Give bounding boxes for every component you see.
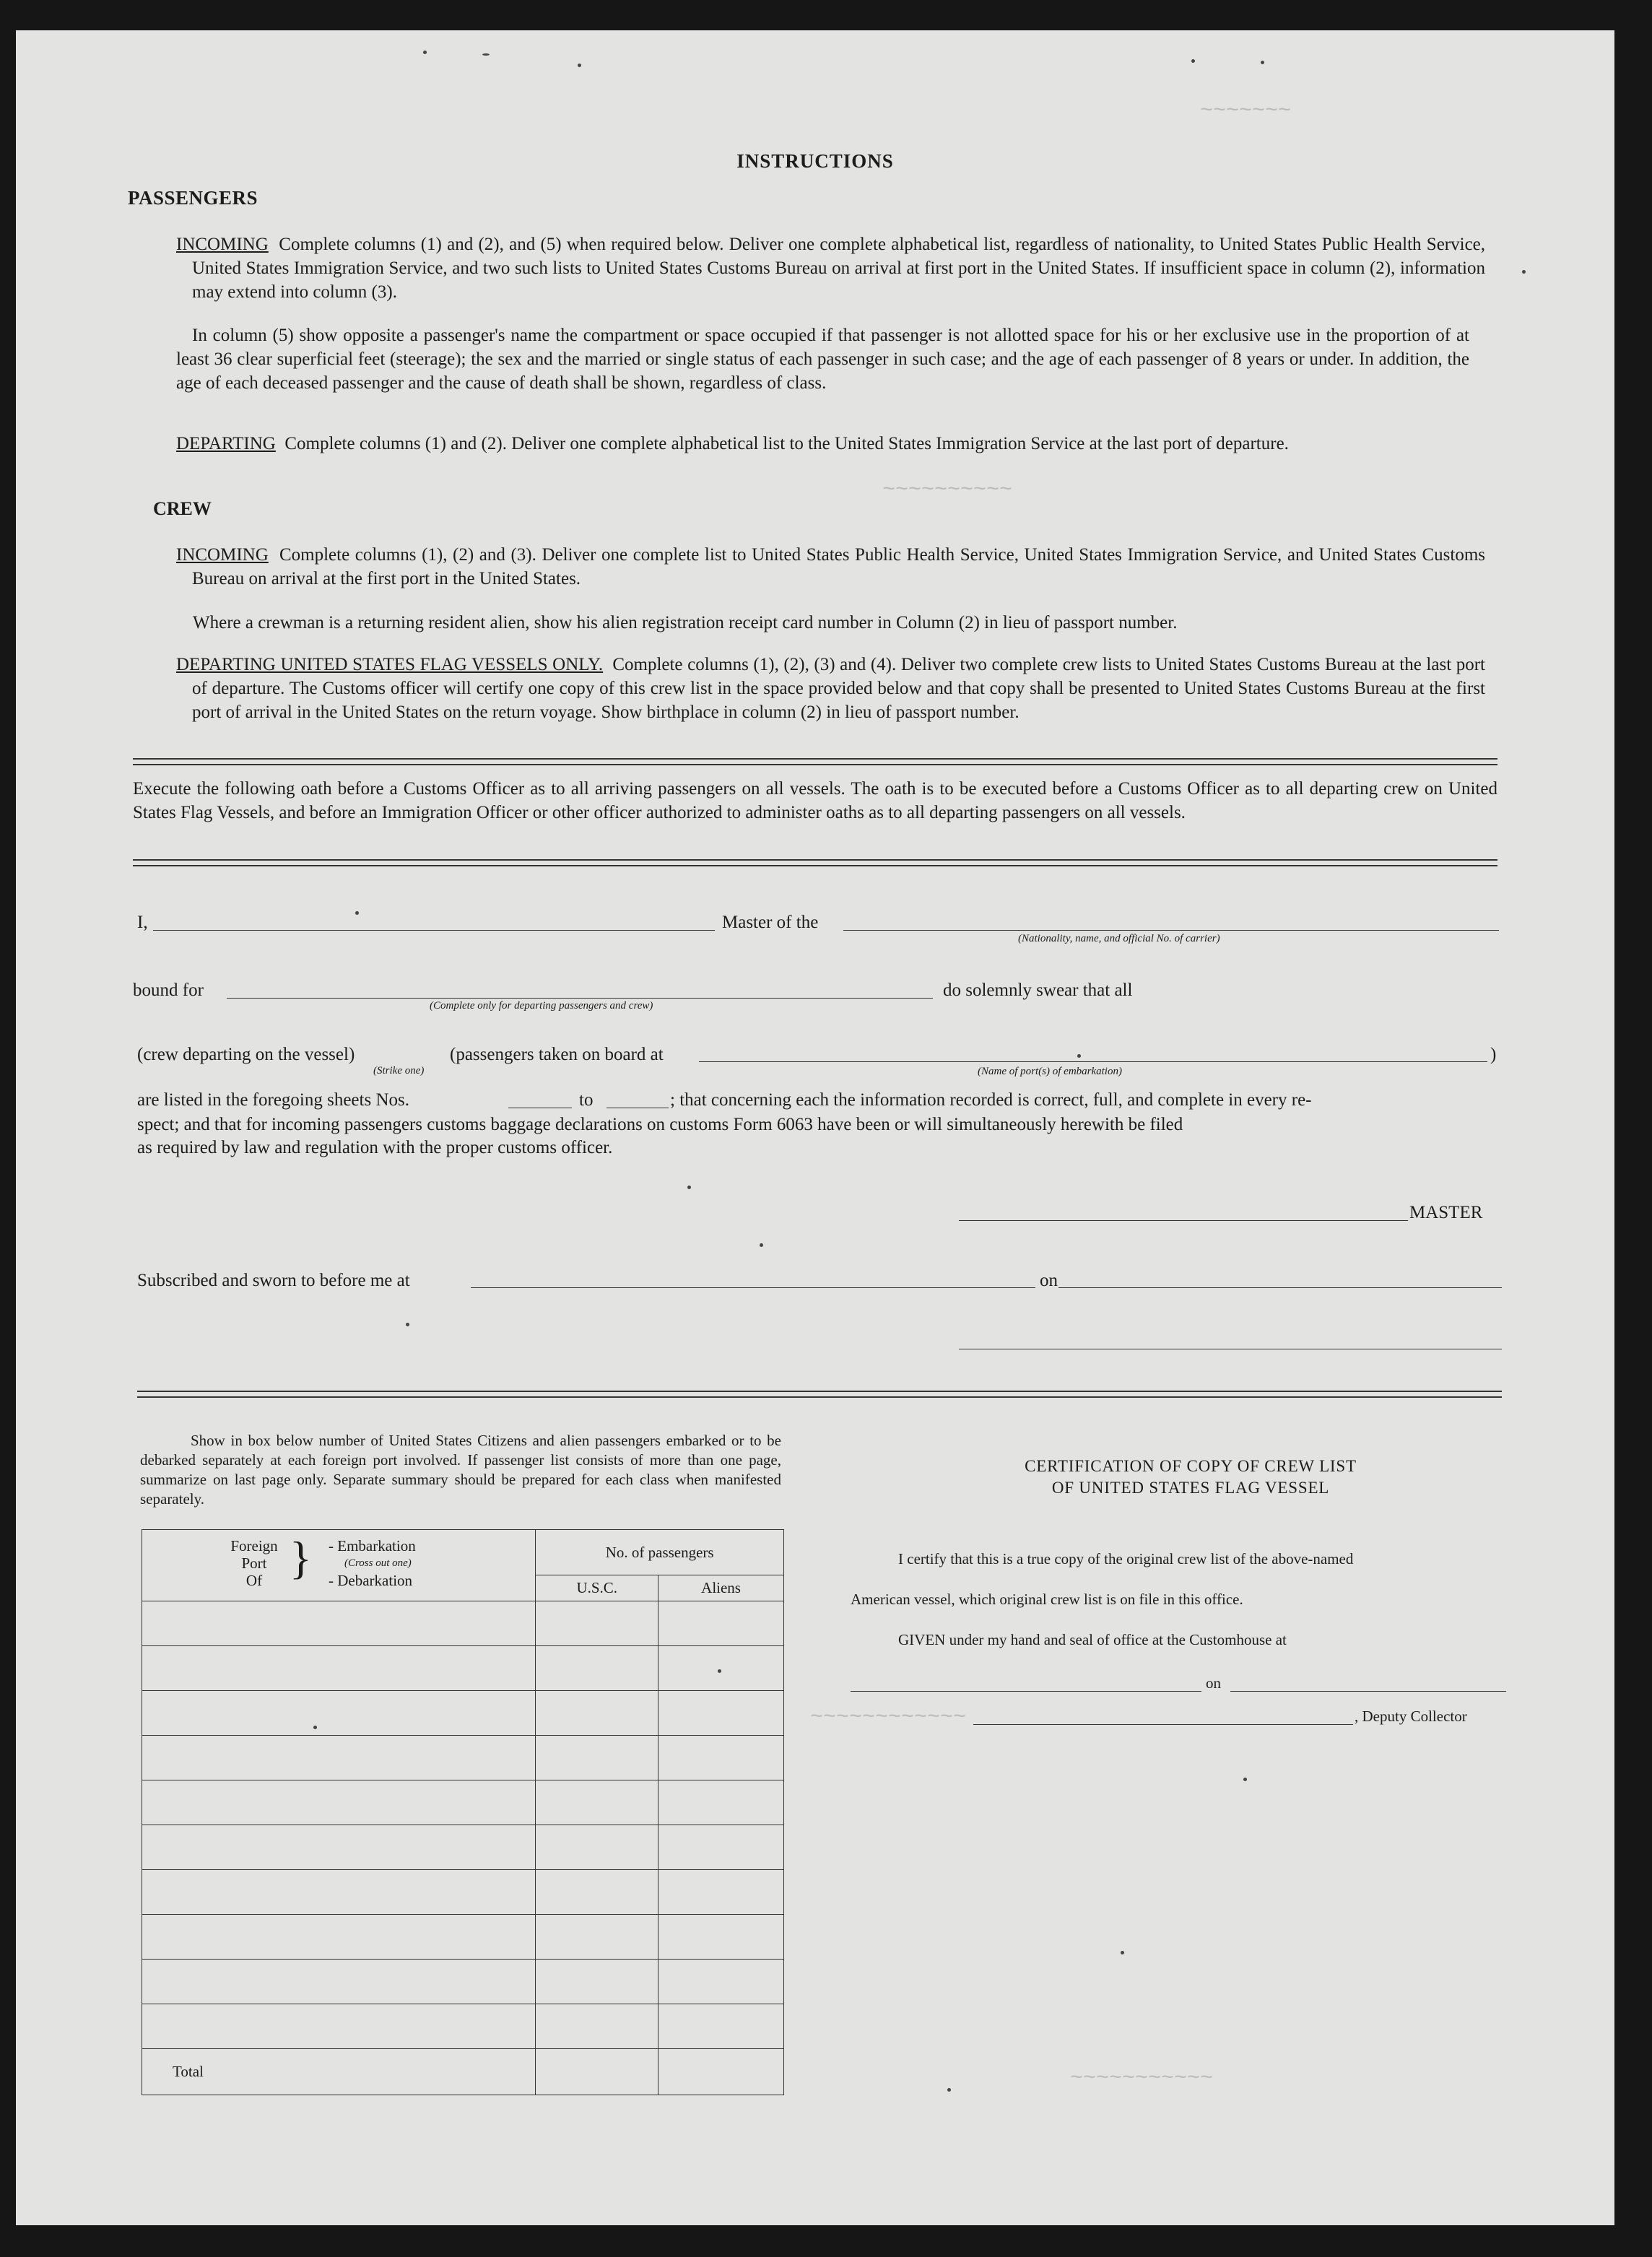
brace: }: [290, 1532, 312, 1583]
usc-cell[interactable]: [536, 1825, 658, 1870]
cross-out-caption: (Cross out one): [344, 1557, 412, 1569]
table-row: [142, 2004, 784, 2049]
bound-for-label: bound for: [133, 980, 204, 1000]
given-line: GIVEN under my hand and seal of office at the Customhouse at: [898, 1631, 1287, 1648]
bleed-through: ~~~~~~~~~~~: [1070, 2066, 1214, 2091]
bound-for-caption: (Complete only for departing passengers and crew): [430, 1000, 653, 1012]
sworn-date-field[interactable]: [1058, 1287, 1502, 1288]
listed-text-3: spect; and that for incoming passengers customs baggage declarations on customs Form 6063 have been or will simultaneously herewith be filed: [137, 1115, 1183, 1134]
ports-caption: (Name of port(s) of embarkation): [978, 1066, 1122, 1077]
carrier-field[interactable]: [843, 930, 1499, 931]
embarkation-ports-field[interactable]: [699, 1061, 1487, 1062]
listed-text-1: are listed in the foregoing sheets Nos.: [137, 1090, 409, 1110]
passengers-incoming-label: INCOMING: [176, 235, 269, 254]
swear-label: do solemnly swear that all: [943, 980, 1133, 1000]
crew-returning-paragraph: Where a crewman is a returning resident alien, show his alien registration receipt card number in Column (2) in lieu of passport number.: [193, 613, 1178, 632]
debarkation-label: - Debarkation: [329, 1572, 413, 1589]
crew-departing-label: (crew departing on the vessel): [137, 1045, 355, 1064]
usc-header: U.S.C.: [536, 1575, 658, 1601]
certify-date-field[interactable]: [1230, 1691, 1506, 1692]
foreign-port-header: [142, 1530, 536, 1601]
sworn-on-label: on: [1040, 1271, 1058, 1290]
port-cell[interactable]: [142, 1870, 536, 1915]
port-cell[interactable]: [142, 1601, 536, 1646]
port-cell[interactable]: [142, 1646, 536, 1691]
divider: [133, 859, 1497, 861]
aliens-cell[interactable]: [658, 1646, 784, 1691]
aliens-cell[interactable]: [658, 1915, 784, 1960]
port-cell[interactable]: [142, 1960, 536, 2004]
table-row: [142, 1915, 784, 1960]
table-row: [142, 1646, 784, 1691]
deputy-signature-field[interactable]: [973, 1724, 1353, 1725]
to-label: to: [579, 1090, 594, 1110]
passengers-incoming-paragraph: [176, 232, 1485, 304]
usc-cell[interactable]: [536, 1691, 658, 1736]
passengers-departing-paragraph: [176, 432, 1485, 456]
usc-cell[interactable]: [536, 1915, 658, 1960]
certify-on-label: on: [1206, 1674, 1221, 1692]
total-usc-cell[interactable]: [536, 2049, 658, 2095]
master-signature-field[interactable]: [959, 1220, 1408, 1221]
foreign-label: Foreign: [230, 1537, 278, 1554]
passengers-heading: PASSENGERS: [128, 187, 258, 209]
no-passengers-header: No. of passengers: [536, 1530, 784, 1575]
document-page: [16, 30, 1614, 2225]
page-title: INSTRUCTIONS: [736, 150, 894, 172]
subscribed-label: Subscribed and sworn to before me at: [137, 1271, 410, 1290]
passengers-departing-label: DEPARTING: [176, 434, 276, 453]
close-paren: ): [1490, 1045, 1497, 1064]
certify-line-2: American vessel, which original crew list is on file in this office.: [851, 1591, 1243, 1608]
table-row: [142, 1691, 784, 1736]
crew-departing-paragraph: [176, 653, 1485, 724]
divider: [137, 1396, 1502, 1398]
usc-cell[interactable]: [536, 2004, 658, 2049]
bound-for-field[interactable]: [227, 998, 933, 999]
master-name-field[interactable]: [153, 930, 715, 931]
port-cell[interactable]: [142, 1780, 536, 1825]
usc-cell[interactable]: [536, 1780, 658, 1825]
table-row: [142, 1601, 784, 1646]
oath-instruction: Execute the following oath before a Customs Officer as to all arriving passengers on all vessels. The oath is to be executed before a Customs Officer as to all departing crew on United States Flag Vessels, and before an Immigration Officer or other officer authorized to administer oaths as to all departing passengers on all vessels.: [133, 779, 1497, 822]
table-row: [142, 1960, 784, 2004]
table-row: [142, 1780, 784, 1825]
divider: [133, 865, 1497, 866]
crew-heading: CREW: [153, 498, 212, 519]
port-cell[interactable]: [142, 2004, 536, 2049]
aliens-cell[interactable]: [658, 1780, 784, 1825]
passengers-taken-label: (passengers taken on board at: [450, 1045, 664, 1064]
total-label: Total: [142, 2049, 536, 2095]
aliens-cell[interactable]: [658, 1601, 784, 1646]
crew-departing-label: DEPARTING UNITED STATES FLAG VESSELS ONLY.: [176, 655, 604, 674]
master-of-the-label: Master of the: [722, 913, 819, 932]
certification-title-line-2: OF UNITED STATES FLAG VESSEL: [1051, 1479, 1330, 1497]
crew-departing-text: Complete columns (1), (2), (3) and (4). Deliver two complete crew lists to United States Customs Bureau at the last port of departure. The Customs officer will certify one copy of this crew list in the space provided below and that copy shall be presented to United States Customs Bureau at the first port of arrival in the United States on the return voyage. Show birthplace in column (2) in lieu of passport number.: [192, 655, 1485, 722]
aliens-cell[interactable]: [658, 1691, 784, 1736]
usc-cell[interactable]: [536, 1870, 658, 1915]
divider: [133, 764, 1497, 765]
divider: [137, 1391, 1502, 1392]
total-aliens-cell[interactable]: [658, 2049, 784, 2095]
divider: [133, 758, 1497, 760]
aliens-cell[interactable]: [658, 1870, 784, 1915]
passengers-incoming-text: Complete columns (1) and (2), and (5) when required below. Deliver one complete alphabetical list, regardless of nationality, to United States Public Health Service, United States Immigration Service, and two such lists to United States Customs Bureau on arrival at first port in the United States. If insufficient space in column (2), information may extend into column (3).: [192, 235, 1486, 302]
table-row: [142, 1870, 784, 1915]
crew-incoming-text: Complete columns (1), (2) and (3). Deliver one complete list to United States Public Health Service, United States Immigration Service, and United States Customs Bureau on arrival at the first port in the United States.: [192, 545, 1486, 588]
embarkation-label: - Embarkation: [329, 1537, 416, 1554]
port-cell[interactable]: [142, 1736, 536, 1780]
aliens-cell[interactable]: [658, 1736, 784, 1780]
aliens-cell[interactable]: [658, 1825, 784, 1870]
aliens-header: Aliens: [658, 1575, 784, 1601]
aliens-cell[interactable]: [658, 2004, 784, 2049]
listed-text-2: ; that concerning each the information recorded is correct, full, and complete in every re-: [670, 1090, 1312, 1110]
table-row: [142, 1736, 784, 1780]
strike-one-caption: (Strike one): [373, 1065, 425, 1077]
bleed-through: ~~~~~~~: [1200, 99, 1292, 123]
passenger-summary-table: [142, 1529, 784, 2095]
port-cell[interactable]: [142, 1915, 536, 1960]
of-label: Of: [245, 1572, 263, 1589]
usc-cell[interactable]: [536, 1960, 658, 2004]
certification-title: [877, 1456, 1505, 1499]
bleed-through: ~~~~~~~~~~~~: [810, 1705, 967, 1730]
listed-text-4: as required by law and regulation with the proper customs officer.: [137, 1138, 613, 1157]
carrier-caption: (Nationality, name, and official No. of carrier): [1018, 933, 1220, 944]
port-label: Port: [241, 1554, 267, 1572]
bleed-through: ~~~~~~~~~~: [882, 478, 1013, 503]
passengers-departing-text: Complete columns (1) and (2). Deliver one complete alphabetical list to the United States Immigration Service at the last port of departure.: [284, 434, 1289, 453]
certify-line-1: I certify that this is a true copy of the original crew list of the above-named: [898, 1550, 1354, 1567]
crew-incoming-paragraph: [176, 543, 1485, 591]
deputy-collector-label: , Deputy Collector: [1355, 1708, 1467, 1725]
usc-cell[interactable]: [536, 1601, 658, 1646]
port-cell[interactable]: [142, 1825, 536, 1870]
customhouse-field[interactable]: [851, 1691, 1201, 1692]
usc-cell[interactable]: [536, 1646, 658, 1691]
crew-incoming-label: INCOMING: [176, 545, 269, 565]
passengers-column5-paragraph: In column (5) show opposite a passenger's name the compartment or space occupied if that passenger is not allotted space for his or her exclusive use in the proportion of at least 36 clear superficial feet (steerage); the sex and the married or single status of each passenger in such case; and the age of each passenger of 8 years or under. In addition, the age of each deceased passenger and the cause of death shall be shown, regardless of class.: [176, 326, 1469, 393]
usc-cell[interactable]: [536, 1736, 658, 1780]
port-cell[interactable]: [142, 1691, 536, 1736]
aliens-cell[interactable]: [658, 1960, 784, 2004]
certification-title-line-1: CERTIFICATION OF COPY OF CREW LIST: [1025, 1457, 1357, 1475]
summary-instructions: Show in box below number of United States Citizens and alien passengers embarked or to be debarked separately at each foreign port involved. If passenger list consists of more than one page, summarize on last page only. Separate summary should be prepared for each class when manifested separately.: [140, 1432, 781, 1508]
master-label: MASTER: [1409, 1203, 1483, 1222]
total-row: [142, 2049, 784, 2095]
sworn-at-field[interactable]: [471, 1287, 1035, 1288]
table-row: [142, 1825, 784, 1870]
i-label: I,: [137, 913, 148, 932]
